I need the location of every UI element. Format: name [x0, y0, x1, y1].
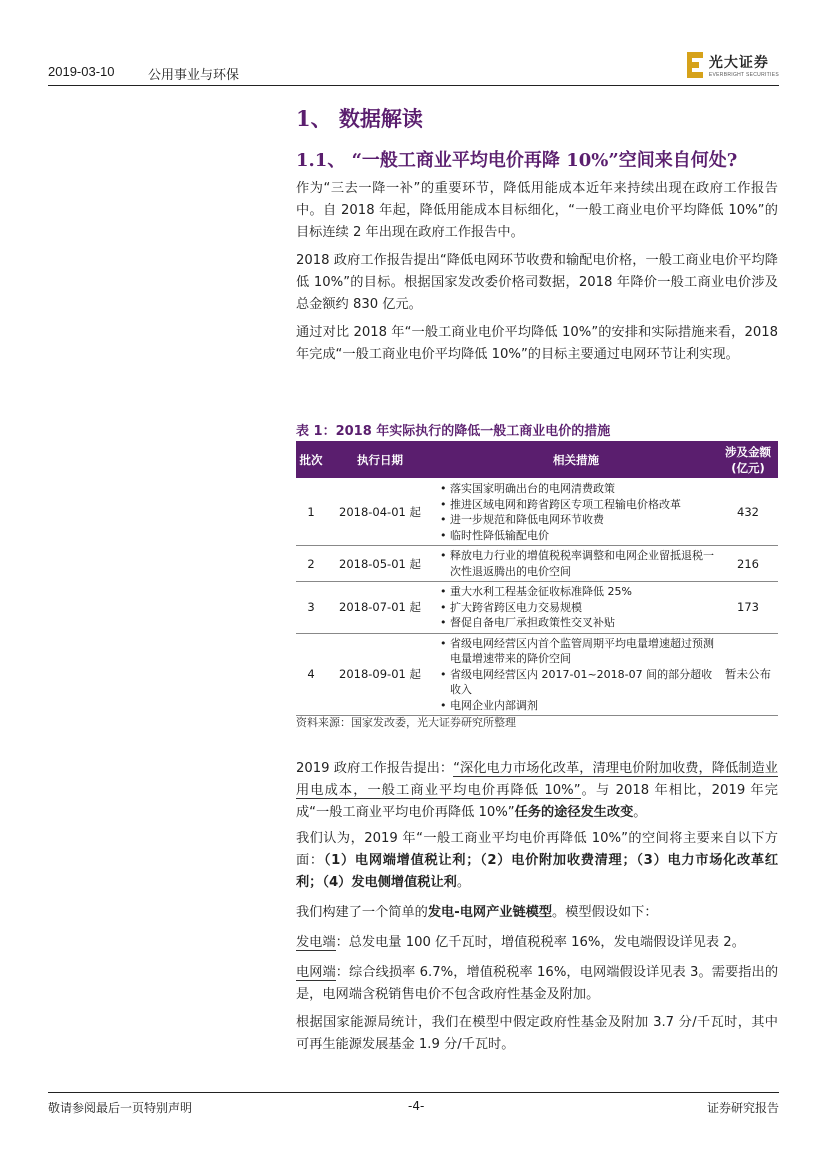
p6-emphasis: 发电-电网产业链模型 [427, 905, 553, 920]
logo-text-en: EVERBRIGHT SECURITIES [708, 72, 779, 78]
p4-quote: “深化电力市场化改革，清理电价附加收费，降低制造业用电成本，一般工商业平均电价再降低 10%” [296, 761, 778, 798]
measure-item: • 省级电网经营区内首个监管周期平均电量增速超过预测电量增速带来的降价空间 [440, 636, 716, 667]
table-row [296, 546, 778, 582]
report-date: 2019-03-10 [48, 64, 115, 79]
p5-end: 。 [456, 875, 471, 890]
cell-batch: 2 [296, 546, 326, 582]
paragraph-6 [296, 902, 778, 924]
col-header-measures: 相关措施 [434, 441, 718, 479]
cell-date: 2018-07-01 起 [326, 582, 434, 634]
cell-amount: 暂未公布 [718, 633, 778, 716]
p4-mid: 。与 2018 年相比，2019 年完成“一般工商业平均电价再降低 10%” [296, 783, 778, 820]
section-heading: 1、 数据解读 [296, 106, 423, 131]
col-header-batch: 批次 [296, 441, 326, 479]
measure-item: • 落实国家明确出台的电网清费政策 [440, 481, 716, 497]
disclaimer-note: 敬请参阅最后一页特别声明 [48, 1101, 193, 1115]
cell-amount: 432 [718, 479, 778, 546]
company-logo [687, 50, 779, 80]
measure-item: • 释放电力行业的增值税税率调整和电网企业留抵退税一次性退返腾出的电价空间 [440, 548, 716, 579]
cell-measures [434, 633, 718, 716]
p5-emphasis: （1）电网端增值税让利；（2）电价附加收费清理；（3）电力市场化改革红利；（4）发电侧增值税让利 [296, 853, 779, 890]
p6-lead: 我们构建了一个简单的 [296, 905, 428, 920]
paragraph-9: 根据国家能源局统计，我们在模型中假定政府性基金及附加 3.7 分/千瓦时，其中可再生能源发展基金 1.9 分/千瓦时。 [296, 1015, 778, 1052]
paragraph-7 [296, 932, 778, 954]
table-header-row [296, 441, 778, 479]
p5-lead: 我们认为，2019 年“一般工商业平均电价再降低 10%”的空间将主要来自以下方面： [296, 831, 778, 868]
cell-date: 2018-09-01 起 [326, 633, 434, 716]
cell-date: 2018-05-01 起 [326, 546, 434, 582]
measure-item: • 督促自备电厂承担政策性交叉补贴 [440, 615, 716, 631]
table-source: 资料来源：国家发改委，光大证券研究所整理 [296, 716, 516, 729]
p4-lead: 2019 政府工作报告提出： [296, 761, 454, 776]
measure-item: • 电网企业内部调剂 [440, 698, 716, 714]
cell-date: 2018-04-01 起 [326, 479, 434, 546]
measure-item: • 省级电网经营区内 2017-01~2018-07 间的部分超收收入 [440, 667, 716, 698]
paragraph-5 [296, 828, 778, 894]
paragraph-2: 2018 政府工作报告提出“降低电网环节收费和输配电价格，一般工商业电价平均降低 10%”的目标。根据国家发改委价格司数据，2018 年降价一般工商业电价涉及总金额约 830 亿元。 [296, 253, 778, 312]
p8-label: 电网端 [296, 965, 336, 980]
cell-batch: 4 [296, 633, 326, 716]
page-footer [48, 1092, 779, 1122]
table-row [296, 582, 778, 634]
measures-table [296, 440, 778, 716]
paragraph-3: 通过对比 2018 年“一般工商业电价平均降低 10%”的安排和实际措施来看，2018 年完成“一般工商业电价平均降低 10%”的目标主要通过电网环节让利实现。 [296, 325, 778, 362]
p7-body: ：总发电量 100 亿千瓦时，增值税税率 16%，发电端假设详见表 2。 [335, 935, 745, 950]
table-title: 表 1：2018 年实际执行的降低一般工商业电价的措施 [296, 424, 611, 439]
p6-end: 。模型假设如下： [552, 905, 658, 920]
cell-batch: 1 [296, 479, 326, 546]
p4-emphasis: 任务的途径发生改变 [514, 805, 634, 820]
logo-icon [687, 52, 703, 78]
logo-text-cn: 光大证券 [708, 55, 769, 71]
cell-amount: 173 [718, 582, 778, 634]
table-row [296, 479, 778, 546]
p4-end: 。 [633, 805, 647, 820]
measure-item: • 临时性降低输配电价 [440, 528, 716, 544]
measure-item: • 进一步规范和降低电网环节收费 [440, 512, 716, 528]
p7-label: 发电端 [296, 935, 336, 950]
measure-item: • 扩大跨省跨区电力交易规模 [440, 600, 716, 616]
page-number: -4- [408, 1099, 425, 1113]
col-header-amount: 涉及金额(亿元) [718, 441, 778, 479]
paragraph-8 [296, 962, 778, 1006]
paragraph-1: 作为“三去一降一补”的重要环节，降低用能成本近年来持续出现在政府工作报告中。自 2018 年起，降低用能成本目标细化，“一般工商业电价平均降低 10%”的目标连续 2 年出现在政府工作报告中。 [296, 181, 778, 240]
cell-measures [434, 479, 718, 546]
subsection-heading: 1.1、 “一般工商业平均电价再降 10%”空间来自何处? [296, 150, 738, 171]
industry-label: 公用事业与环保 [148, 68, 240, 83]
report-type: 证券研究报告 [706, 1101, 779, 1115]
p8-body: ：综合线损率 6.7%，增值税税率 16%，电网端假设详见表 3。需要指出的是，电网端含税销售电价不包含政府性基金及附加。 [296, 965, 779, 1002]
table-row [296, 633, 778, 716]
cell-amount: 216 [718, 546, 778, 582]
measure-item: • 重大水利工程基金征收标准降低 25% [440, 584, 716, 600]
measure-item: • 推进区域电网和跨省跨区专项工程输电价格改革 [440, 497, 716, 513]
col-header-date: 执行日期 [326, 441, 434, 479]
cell-batch: 3 [296, 582, 326, 634]
paragraph-4 [296, 758, 778, 824]
cell-measures [434, 582, 718, 634]
page-header [48, 46, 779, 86]
cell-measures [434, 546, 718, 582]
